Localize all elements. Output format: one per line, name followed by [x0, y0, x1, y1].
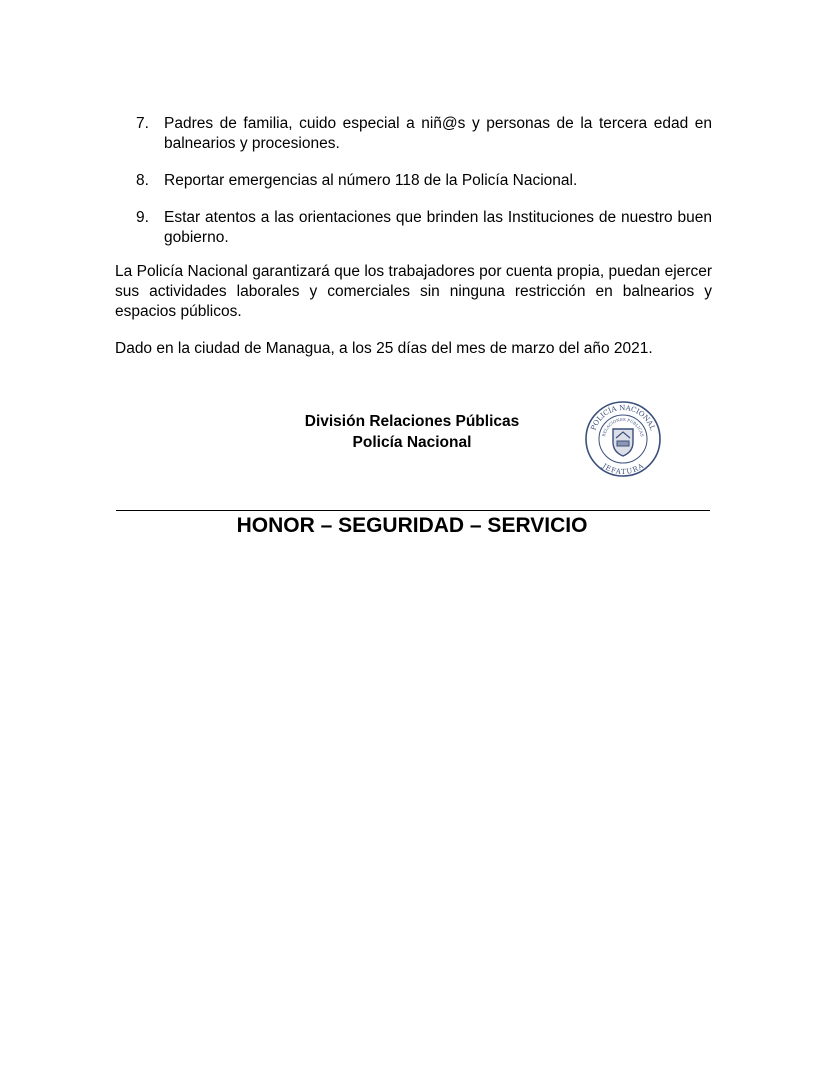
signature-division: División Relaciones Públicas — [304, 413, 520, 430]
list-item-number: 8. — [136, 172, 149, 189]
list-item-number: 9. — [136, 209, 149, 226]
signature-institution: Policía Nacional — [352, 434, 472, 451]
list-item-text: Estar atentos a las orientaciones que brinden las Instituciones de nuestro buen gobierno. — [164, 209, 712, 246]
list-item-text: Padres de familia, cuido especial a niñ@s y personas de la tercera edad en balnearios y procesiones. — [164, 115, 712, 152]
guarantee-paragraph: La Policía Nacional garantizará que los trabajadores por cuenta propia, puedan ejercer sus actividades laborales y comerciales sin ninguna restricción en balnearios y espacios públicos. — [115, 263, 712, 320]
institutional-motto: HONOR – SEGURIDAD – SERVICIO — [236, 514, 588, 537]
date-paragraph: Dado en la ciudad de Managua, a los 25 días del mes de marzo del año 2021. — [115, 340, 653, 357]
list-item-text: Reportar emergencias al número 118 de la Policía Nacional. — [164, 172, 578, 189]
recommendations-list — [136, 114, 712, 265]
list-item-number: 7. — [136, 115, 149, 132]
list-item — [136, 208, 712, 248]
svg-text:JEFATURA: JEFATURA — [600, 462, 645, 477]
horizontal-divider — [116, 510, 710, 511]
signature-block — [262, 411, 562, 453]
list-item — [136, 171, 712, 191]
svg-text:RELACIONES PÚBLICAS: RELACIONES PÚBLICAS — [601, 416, 645, 438]
list-item — [136, 114, 712, 154]
svg-text:POLICÍA NACIONAL: POLICÍA NACIONAL — [589, 403, 657, 432]
police-seal-stamp — [578, 399, 668, 479]
